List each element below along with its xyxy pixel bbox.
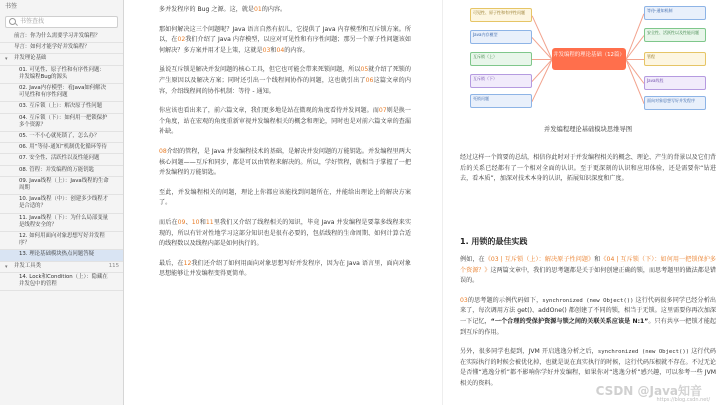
mind-map-figure — [460, 0, 716, 115]
toc-item-label: 13. 理论基础模块热点问题答疑 — [19, 251, 94, 258]
toc-page-number: 115 — [108, 262, 119, 269]
watermark-url: https://blog.csdn.net/ — [656, 397, 710, 403]
text-run: 和 — [270, 46, 277, 54]
text-run: synchronized (new Object()) — [597, 349, 690, 356]
text-run: 最后，在 — [159, 259, 184, 267]
toc-item-label: 09. Java线程（上）：Java线程的生命周期 — [19, 177, 109, 192]
watermark: CSDN @Java知音 — [595, 384, 702, 398]
toc-item[interactable] — [0, 84, 123, 102]
text-run: 这篇文章的内容，介绍线程间的协作机制：等待 - 通知。 — [159, 76, 412, 95]
mind-map-connector — [626, 59, 644, 60]
toc-item[interactable] — [0, 132, 123, 143]
toc-item[interactable] — [0, 250, 123, 261]
toc-item[interactable] — [0, 177, 123, 195]
toc-item[interactable] — [0, 43, 123, 54]
text-run: 那如何解决这三个问题呢？Java 语言自然有招儿，它提供了 Java 内存模型和互斥锁方案。所以，在 — [159, 25, 411, 44]
toc-item[interactable] — [0, 54, 123, 65]
toc-item-label: 11. Java线程（下）：为什么局部变量是线程安全的？ — [19, 214, 109, 228]
text-run: 多并发程序的 Bug 之源。这，就是 — [159, 6, 255, 13]
mind-map-node: Java线程 — [644, 76, 706, 90]
right-text-column — [460, 250, 716, 399]
toc-item-label: 前言：你为什么需要学习并发编程？ — [14, 33, 101, 39]
mind-map-node: 可见性、原子性和有序性问题 — [470, 8, 532, 22]
mind-map-node: 面向对象思想写好并发程序 — [644, 96, 706, 110]
mind-map-node: 互斥锁（下） — [470, 74, 532, 88]
text-run: 这行代码在实际执行的时候会被优化掉，也就是说在真实执行的时候，这行代码压根就不存在。不过无论是否懂“逃逸分析”都不影响你学好并发编程，如果你对“逃逸分析”感兴趣，可以参考一些 JVM 相关的资料。 — [460, 348, 716, 387]
text-run: 虽说互斥锁是解决并发问题的核心工具，但它也可能会带来死锁问题，所以 — [159, 66, 361, 74]
text-run: 至此，并发编程相关的问题，理论上你都应该能找到问题所在，并能给出理论上的解决方案了。 — [159, 188, 411, 207]
article-ref: 02 — [177, 36, 186, 44]
toc-item[interactable] — [0, 32, 123, 43]
search-icon — [9, 18, 16, 25]
chevron-down-icon[interactable]: ▾ — [5, 263, 8, 270]
mind-map-node: 等待-通知机制 — [644, 6, 706, 20]
toc-item[interactable] — [0, 232, 123, 250]
column-divider — [442, 0, 443, 405]
bookmark-search-input[interactable] — [5, 16, 118, 28]
bookmark-sidebar — [0, 0, 124, 405]
toc-item-label: 02. Java内存模型：看Java如何解决可见性和有序性问题 — [19, 85, 106, 99]
text-run: 则是换一个角度，站在宏观的角度重新审视并发编程相关的概念和理论，同时也是对前六篇文章的查漏补缺。 — [159, 107, 412, 136]
right-intro-text — [460, 148, 716, 194]
toc-item-label: 并发理论基础 — [14, 55, 47, 62]
toc-item[interactable] — [0, 195, 123, 213]
mind-map-node: 管程 — [644, 52, 706, 66]
toc-item[interactable] — [0, 102, 123, 113]
article-link[interactable]: 《04 | 互斥锁（下）：如何用一把锁保护多个资源？》 — [460, 256, 717, 274]
paragraph — [159, 5, 411, 16]
section-heading: 1. 用锁的最佳实践 — [460, 237, 528, 246]
paragraph — [159, 188, 411, 209]
text-run: 就介绍了死锁的产生原因以及解决方案；同时还引出一个线程间协作的问题，这也就引出了 — [159, 66, 412, 84]
mind-map-node: Java内存模型 — [470, 30, 532, 44]
figure-caption: 并发编程理论基础模块思维导图 — [543, 126, 633, 133]
article-ref: 12 — [183, 259, 192, 267]
mind-map-center-node: 并发编程的理论基础（12篇） — [552, 48, 626, 70]
paragraph — [159, 25, 411, 57]
article-ref: 03 — [460, 296, 468, 304]
article-ref: 06 — [365, 76, 374, 84]
mind-map-node: 安全性、活跃性以及性能问题 — [644, 28, 706, 42]
text-run: 、 — [185, 218, 192, 226]
toc-item-label: 06. 用“等待-通知”机制优化循环等待 — [19, 144, 107, 151]
toc-item-label: 08. 管程：并发编程的万能钥匙 — [19, 166, 94, 173]
left-text-column — [159, 0, 411, 289]
toc-item[interactable] — [0, 66, 123, 84]
toc-item-label: 12. 如何用面向对象思想写好并发程序？ — [19, 233, 105, 247]
text-run: “一个合理的受保护资源与锁之间的关联关系应该是 N:1” — [490, 317, 649, 325]
paragraph — [159, 147, 411, 179]
toc-item-label: 03. 互斥锁（上）：解决原子性问题 — [19, 103, 103, 110]
toc-item[interactable] — [0, 143, 123, 154]
mind-map-node: 互斥锁（上） — [470, 52, 532, 66]
paragraph — [460, 153, 716, 185]
paragraph — [159, 65, 411, 97]
toc-item-label: 并发工具类 — [14, 262, 41, 269]
text-run: 和 — [199, 218, 206, 226]
toc-item[interactable] — [0, 214, 123, 232]
toc-item[interactable] — [0, 114, 123, 132]
article-ref: 09 — [177, 218, 186, 226]
search-placeholder: 书签查找 — [20, 18, 45, 25]
text-run: 和 — [594, 256, 601, 263]
toc-item[interactable] — [0, 166, 123, 177]
text-run: 的内容。 — [284, 46, 309, 54]
toc-item-label: 10. Java线程（中）：创建多少线程才是合适的？ — [19, 196, 109, 210]
toc-list — [0, 32, 123, 291]
article-ref: 05 — [360, 66, 369, 74]
article-ref: 08 — [159, 147, 167, 155]
text-run: 的内容。 — [261, 6, 287, 13]
text-run: 这行代码很多同学已经分析出来了，每次调用方法 get()、addOne() 都创建了不同的锁，相当于无锁。这里需要你再次加深一下记忆， — [460, 296, 717, 325]
article-ref: 01 — [254, 6, 262, 13]
mind-map-connector — [532, 59, 553, 101]
text-run: 你应该也看出来了，前六篇文章，我们更多地是站在微观的角度看待并发问题。而 — [159, 107, 379, 115]
article-ref: 07 — [378, 107, 387, 115]
sidebar-title: 书签 — [5, 3, 18, 10]
toc-item-label: 07. 安全性、活跃性以及性能问题 — [19, 155, 100, 162]
chevron-down-icon[interactable]: ▾ — [5, 56, 8, 63]
toc-item-label: 04. 互斥锁（下）：如何用一把锁保护多个资源？ — [19, 114, 108, 128]
paragraph — [460, 255, 716, 287]
text-run: 。只有共享一把锁才能起到互斥的作用。 — [460, 317, 717, 336]
text-run: 经过这样一个简要的总结，相信你此时对于并发编程相关的概念、理论、产生的背景以及它们背后的关系已经都有了一个相对全面的认识。至于更深刻的认识和应用体验，还是需要你“钻进去，看本质”，加深对技术本身的认识，拓展知识深度和广度。 — [460, 154, 716, 183]
toc-item-label: 01. 可见性、原子性和有序性问题：并发编程Bug的源头 — [19, 66, 105, 80]
text-run: 这两篇文章中，我们的思考题都是关于如何创建正确的锁，而思考题里的做法都是错误的。 — [460, 266, 717, 285]
article-ref: 04 — [276, 46, 285, 54]
paragraph — [159, 259, 411, 280]
text-run: 我们还介绍了如何用面向对象思想写好并发程序，因为在 Java 语言里，面向对象思想能够让并发编程变得更简单。 — [159, 259, 412, 278]
text-run: 例如，在 — [460, 256, 485, 263]
article-ref: 03 — [262, 46, 271, 54]
mind-map-connector — [532, 59, 552, 60]
toc-item-label: 14. Lock和Condition（上）：隐藏在并发包中的管程 — [19, 273, 108, 288]
paragraph — [159, 106, 411, 138]
toc-item[interactable] — [0, 262, 123, 273]
text-run: 的思考题的示例代码如下， — [467, 296, 543, 304]
text-run: 而后在 — [159, 218, 178, 226]
mind-map-node: 死锁问题 — [470, 94, 532, 108]
paragraph — [460, 296, 716, 338]
article-ref: 11 — [205, 218, 214, 226]
text-run: 我们介绍了 Java 内存模型，以应对可见性和有序性问题；那另一个原子性问题该如何解决？多方案并用才是上策，这就是 — [159, 36, 411, 54]
text-run: 另外，很多同学也提到，JVM 开启逃逸分析之后， — [460, 348, 598, 356]
text-run: synchronized (new Object()) — [542, 297, 634, 304]
mind-map-connector — [532, 15, 553, 59]
mind-map-connector — [626, 35, 645, 60]
paragraph — [159, 218, 411, 250]
toc-item-label: 05. 一不小心就死锁了，怎么办？ — [19, 133, 100, 140]
toc-item-label: 导言：如何才能学好并发编程？ — [14, 44, 90, 51]
toc-item[interactable] — [0, 273, 123, 291]
article-ref: 10 — [191, 218, 200, 226]
toc-item[interactable] — [0, 154, 123, 165]
text-run: 介绍的管程，是 Java 并发编程技术的基础，是解决并发问题的万能钥匙。并发编程里两大核心问题——互斥和同步，都是可以由管程来解决的。所以，学好管程，就相当于掌握了一把并发编程的万能钥匙。 — [159, 147, 411, 177]
text-run: 里我们又介绍了线程相关的知识，毕竟 Java 并发编程是要靠多线程来实现的，所以有针对性地学习这部分知识也是很有必要的，包括线程的生命周期、如何计算合适的线程数以及线程内部是如何执行的。 — [159, 218, 412, 248]
article-link[interactable]: 《03 | 互斥锁（上）：解决原子性问题》 — [484, 256, 595, 263]
